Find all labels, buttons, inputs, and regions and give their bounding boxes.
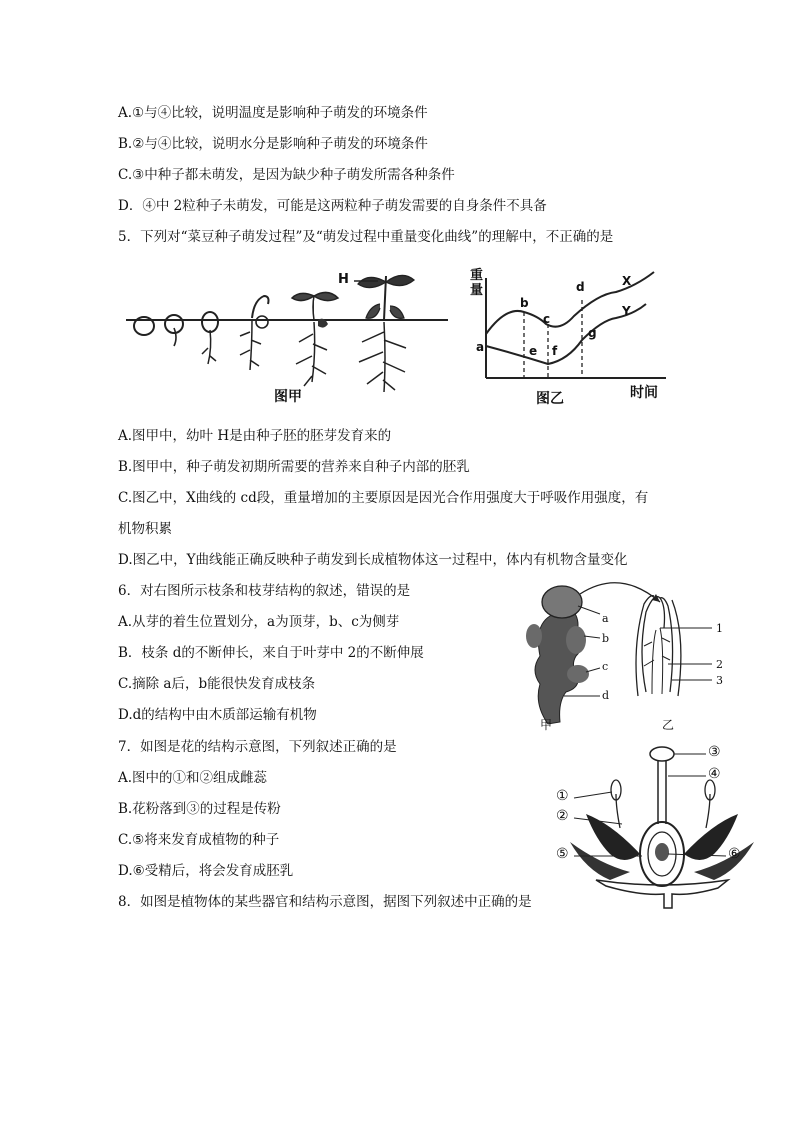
label-c: c xyxy=(602,660,609,673)
fig-yi-xlabel: 时间 xyxy=(630,385,658,401)
q7-stem: 7．如图是花的结构示意图，下列叙述正确的是 xyxy=(118,739,397,755)
label-2: 2 xyxy=(716,658,723,671)
label-4: ④ xyxy=(708,766,721,782)
q4-option-b: B.②与④比较，说明水分是影响种子萌发的环境条件 xyxy=(118,136,428,152)
curve-label-Y: Y xyxy=(622,304,631,318)
fig-yi-ylabel: 重量 xyxy=(470,268,484,298)
q6-stem: 6．对右图所示枝条和枝芽结构的叙述，错误的是 xyxy=(118,583,411,599)
label-6: ⑥ xyxy=(728,846,741,862)
q4-option-a: A.①与④比较，说明温度是影响种子萌发的环境条件 xyxy=(118,105,428,121)
point-c: c xyxy=(543,312,551,326)
label-3: 3 xyxy=(716,674,723,687)
q6-option-b: B．枝条 d的不断伸长，来自于叶芽中 2的不断伸展 xyxy=(118,645,424,661)
point-f: f xyxy=(552,344,558,358)
q6-figure xyxy=(520,576,740,736)
caption-yi: 乙 xyxy=(662,718,675,732)
label-b: b xyxy=(602,632,610,645)
q5-option-c-line2: 机物积累 xyxy=(118,521,172,537)
point-b: b xyxy=(520,296,529,310)
q8-stem: 8．如图是植物体的某些器官和结构示意图，据图下列叙述中正确的是 xyxy=(118,894,532,910)
q4-option-c: C.③中种子都未萌发，是因为缺少种子萌发所需各种条件 xyxy=(118,167,455,183)
point-g: g xyxy=(588,326,597,340)
q5-option-a: A.图甲中，幼叶 H是由种子胚的胚芽发育来的 xyxy=(118,428,392,444)
fig-yi-caption: 图乙 xyxy=(536,391,564,407)
q6-option-d: D.d的结构中由木质部运输有机物 xyxy=(118,707,317,723)
q7-option-b: B.花粉落到③的过程是传粉 xyxy=(118,801,281,817)
point-d: d xyxy=(576,280,585,294)
q6-option-a: A.从芽的着生位置划分，a为顶芽，b、c为侧芽 xyxy=(118,614,400,630)
q5-option-c-line1: C.图乙中，X曲线的 cd段，重量增加的主要原因是因光合作用强度大于呼吸作用强度，有 xyxy=(118,490,649,506)
label-3: ③ xyxy=(708,744,721,760)
q5-option-d: D.图乙中，Y曲线能正确反映种子萌发到长成植物体这一过程中，体内有机物含量变化 xyxy=(118,552,628,568)
label-5: ⑤ xyxy=(556,846,569,862)
caption-jia: 甲 xyxy=(540,718,553,732)
label-2: ② xyxy=(556,808,569,824)
q5-figure-yi xyxy=(466,266,676,406)
q5-stem: 5．下列对“菜豆种子萌发过程”及“萌发过程中重量变化曲线”的理解中，不正确的是 xyxy=(118,229,614,245)
label-1: ① xyxy=(556,788,569,804)
point-e: e xyxy=(529,344,538,358)
label-H: H xyxy=(338,272,349,287)
fig-jia-caption: 图甲 xyxy=(274,389,302,405)
point-a: a xyxy=(476,340,485,354)
q7-option-a: A.图中的①和②组成雌蕊 xyxy=(118,770,268,786)
q7-option-c: C.⑤将来发育成植物的种子 xyxy=(118,832,280,848)
label-a: a xyxy=(602,612,609,625)
q5-figure-jia xyxy=(122,268,452,408)
label-d: d xyxy=(602,689,610,702)
curve-label-X: X xyxy=(622,274,632,288)
q7-option-d: D.⑥受精后，将会发育成胚乳 xyxy=(118,863,294,879)
q4-option-d: D．④中 2粒种子未萌发，可能是这两粒种子萌发需要的自身条件不具备 xyxy=(118,198,547,214)
q6-option-c: C.摘除 a后，b能很快发育成枝条 xyxy=(118,676,316,692)
label-1: 1 xyxy=(716,622,723,635)
q5-option-b: B.图甲中，种子萌发初期所需要的营养来自种子内部的胚乳 xyxy=(118,459,470,475)
q7-flower-figure xyxy=(550,742,760,912)
